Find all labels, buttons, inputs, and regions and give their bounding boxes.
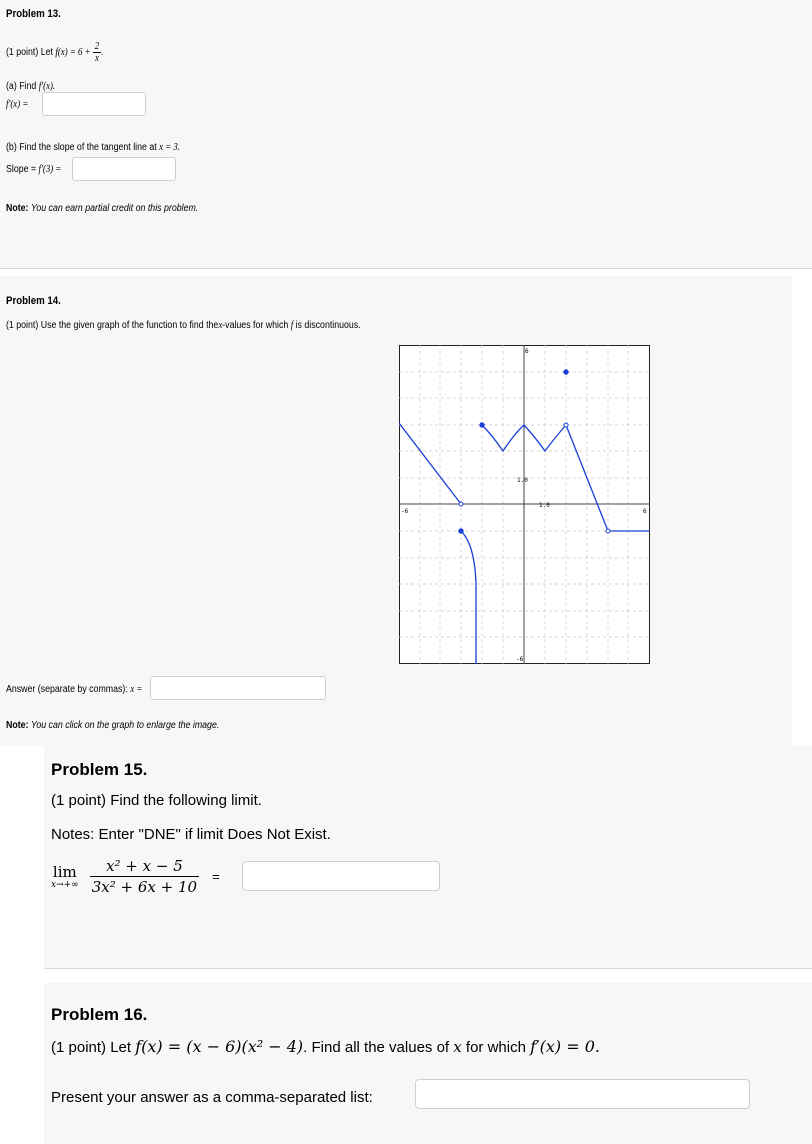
answer-input-13a[interactable] (42, 92, 146, 116)
label-bottom: -6 (516, 656, 524, 663)
problem-14-section (0, 276, 792, 746)
label-top: 6 (525, 348, 529, 355)
label-xtick: 1.0 (539, 502, 550, 509)
fraction-2-over-x: $\frac{2}{x}$ (94, 41, 100, 64)
problem-16-section (44, 983, 812, 1144)
closed-point (459, 529, 463, 533)
label-ytick: 1.0 (517, 477, 528, 484)
part-b-prompt: Slope = f′(3) = (6, 164, 62, 175)
limit-fraction: $\frac{\text{x² + x − 5}}{\text{3x² + 6x + 10}}$ (91, 857, 198, 896)
problem-16-statement: (1 point) Let f(x) = (x − 6)(x² − 4). Find all the values of x for which f′(x) = 0. (51, 1037, 601, 1056)
problem-13-note: Note: You can earn partial credit on this problem. (6, 203, 199, 214)
divider (44, 968, 812, 969)
open-point (564, 423, 568, 427)
problem-14-answer-label: Answer (separate by commas): x = (6, 684, 143, 695)
open-point (606, 529, 610, 533)
closed-point (564, 370, 568, 374)
problem-15-instructions: (1 point) Find the following limit. (51, 792, 262, 809)
problem-15-notes: Notes: Enter "DNE" if limit Does Not Exist. (51, 826, 331, 843)
part-a-label: (a) Find f′(x). (6, 81, 56, 92)
answer-input-15[interactable] (242, 861, 440, 891)
problem-14-note: Note: You can click on the graph to enlarge the image. (6, 720, 220, 731)
answer-input-16[interactable] (415, 1079, 750, 1109)
label-left: -6 (401, 508, 409, 515)
limit-expression: lim x→+∞ $\frac{\text{x² + x − 5}}{\text{3x² + 6x + 10}}$ = (51, 857, 220, 896)
function-graph[interactable] (399, 345, 650, 664)
problem-16-prompt: Present your answer as a comma-separated list: (51, 1089, 373, 1106)
problem-14-title: Problem 14. (6, 295, 61, 307)
part-a-prompt: f′(x) = (6, 99, 29, 110)
label-right: 6 (643, 508, 647, 515)
answer-input-14[interactable] (150, 676, 326, 700)
problem-16-title: Problem 16. (51, 1005, 148, 1024)
answer-input-13b[interactable] (72, 157, 176, 181)
problem-15-title: Problem 15. (51, 760, 148, 779)
part-b-label: (b) Find the slope of the tangent line at x = 3. (6, 142, 180, 153)
problem-13-section (0, 0, 812, 268)
problem-14-instructions: (1 point) Use the given graph of the function to find thex-values for which f is discontinuous. (6, 320, 361, 331)
problem-13-statement: (1 point) Let f(x) = 6 + $\frac{2}{x}$ . (6, 41, 104, 64)
problem-13-title: Problem 13. (6, 8, 61, 20)
open-point (459, 502, 463, 506)
closed-point (480, 423, 484, 427)
divider (0, 268, 812, 269)
